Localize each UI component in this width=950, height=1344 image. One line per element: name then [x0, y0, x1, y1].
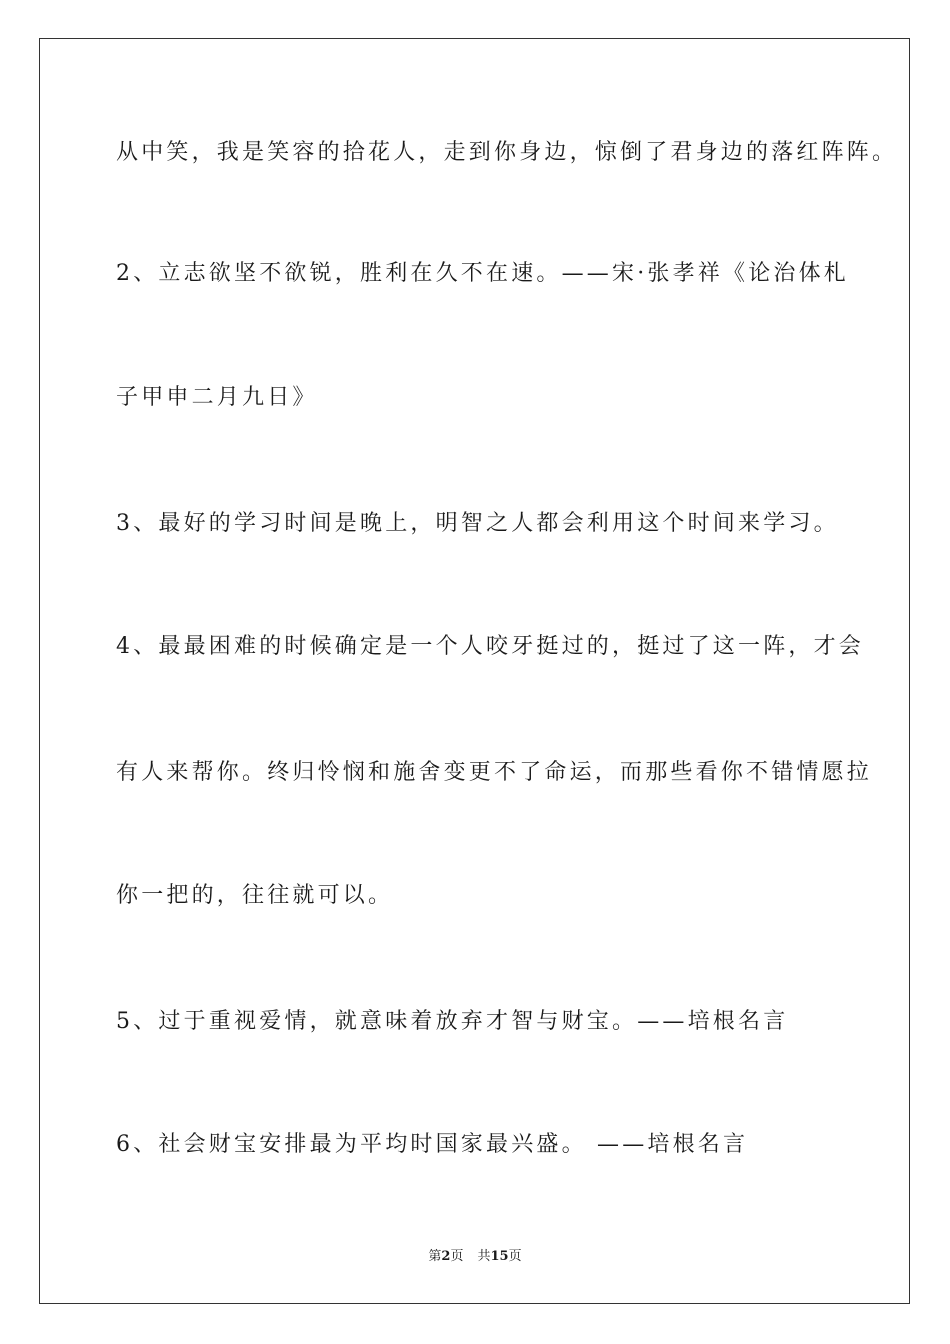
text-line-2: 2、立志欲坚不欲锐，胜利在久不在速。——宋·张孝祥《论治体札	[116, 261, 849, 286]
text-line-9: 6、社会财宝安排最为平均时国家最兴盛。 ——培根名言	[116, 1132, 749, 1157]
total-prefix: 共	[477, 1249, 491, 1264]
page-border	[39, 38, 910, 1304]
page-prefix: 第	[428, 1249, 442, 1264]
page-suffix: 页	[450, 1249, 464, 1264]
page-number: 2	[441, 1249, 451, 1264]
text-line-7: 你一把的，往往就可以。	[116, 883, 394, 908]
text-line-1: 从中笑，我是笑容的拾花人，走到你身边，惊倒了君身边的落红阵阵。	[116, 140, 898, 165]
total-suffix: 页	[508, 1249, 522, 1264]
text-line-5: 4、最最困难的时候确定是一个人咬牙挺过的，挺过了这一阵，才会	[116, 634, 864, 659]
page-footer	[0, 1250, 950, 1263]
text-line-4: 3、最好的学习时间是晚上，明智之人都会利用这个时间来学习。	[116, 511, 839, 536]
total-pages: 15	[490, 1249, 509, 1264]
text-line-8: 5、过于重视爱情，就意味着放弃才智与财宝。——培根名言	[116, 1009, 789, 1034]
text-line-6: 有人来帮你。终归怜悯和施舍变更不了命运，而那些看你不错情愿拉	[116, 760, 873, 785]
text-line-3: 子甲申二月九日》	[116, 385, 318, 410]
